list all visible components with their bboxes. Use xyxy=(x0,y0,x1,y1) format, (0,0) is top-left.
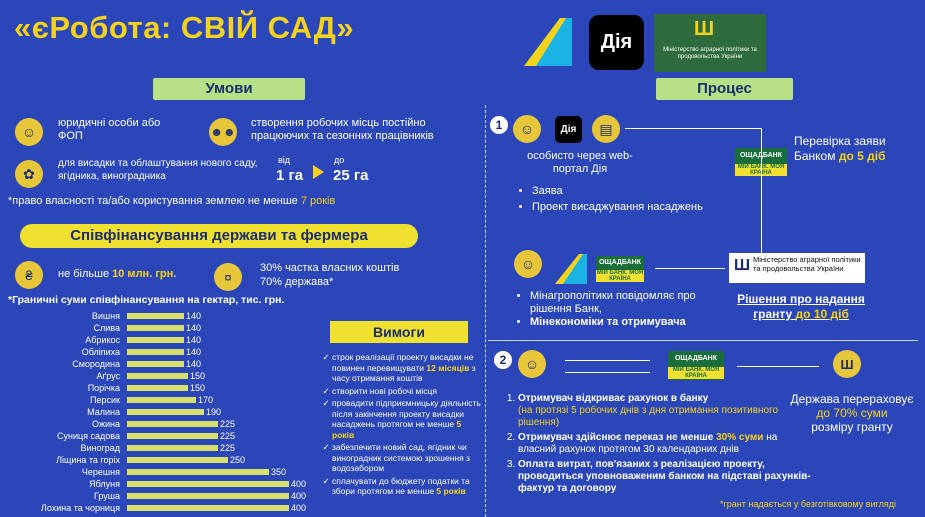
bar-value: 190 xyxy=(206,407,222,417)
bars-title: *Граничні суми співфінансування на гектар, тис. грн. xyxy=(8,294,285,306)
page-title: «єРобота: СВІЙ САД» xyxy=(14,10,355,45)
step2-item-2 xyxy=(518,432,818,456)
bar-label: Абрикос xyxy=(85,335,120,345)
requirement-text: створити нові робочі місця xyxy=(332,385,437,396)
bar-value: 350 xyxy=(271,467,287,477)
decision-days: до 10 діб xyxy=(795,307,849,321)
bank-check-text xyxy=(794,134,919,164)
bar-label: Груша xyxy=(94,491,120,501)
grant-footnote: *грант надається у безготівковому вигляді xyxy=(720,499,896,509)
area-to-value: 25 га xyxy=(333,167,369,184)
flow-arrow-left xyxy=(655,268,725,269)
money-icon: ₴ xyxy=(15,261,43,289)
bar-value: 140 xyxy=(186,311,202,321)
bar-value: 250 xyxy=(230,455,246,465)
doc-application: • Заява xyxy=(532,183,703,199)
planting-text: для висадки та облаштування нового саду, ягідника, виноградника xyxy=(58,158,258,182)
ministry-logo xyxy=(654,14,766,72)
step2-item-2-text: Отримувач здійснює переказ не менше xyxy=(518,432,717,443)
area-from-label: від xyxy=(278,155,291,165)
step2-item-1-note: (на протязі 5 робочих днів з дня отримання позитивного рішення) xyxy=(518,405,779,428)
bar-row xyxy=(0,406,330,418)
bar-value: 140 xyxy=(186,347,202,357)
requirement-text: забезпечити новий сад, ягідник чи виноградник системою зрошення з водозабором xyxy=(332,442,470,473)
arrow-state-bank xyxy=(737,366,819,367)
max-amount-text: не більше xyxy=(58,268,113,280)
area-to-label: до xyxy=(334,155,345,165)
bar-label: Ліщина та горіх xyxy=(56,455,120,465)
oschadbank-logo-2: ОЩАДБАНК МІЙ БАНК. МОЯ КРАЇНА xyxy=(596,256,644,281)
bar-value: 150 xyxy=(190,383,206,393)
bank-check-label: Перевірка заяви Банком xyxy=(794,134,886,163)
bar-label: Слива xyxy=(93,323,120,333)
bar xyxy=(127,457,228,463)
flow-arrow-2 xyxy=(761,128,762,253)
bar xyxy=(127,481,289,487)
bar-label: Обліпиха xyxy=(81,347,120,357)
applicant-icon: ☺ xyxy=(513,115,541,143)
portal-text: особисто через web-портал Дія xyxy=(527,150,633,175)
bar-value: 140 xyxy=(186,323,202,333)
cofinancing-header: Співфінансування держави та фермера xyxy=(20,224,418,248)
bar-label: Аґрус xyxy=(96,371,120,381)
bar-value: 140 xyxy=(186,335,202,345)
bar-label: Лохина та чорниця xyxy=(40,503,120,513)
bar-label: Вишня xyxy=(91,311,120,321)
requirement-item xyxy=(332,386,484,397)
plant-icon: ✿ xyxy=(15,160,43,188)
max-amount xyxy=(58,268,176,281)
diia-logo-text: Дія xyxy=(600,31,633,53)
bar-row xyxy=(0,502,330,514)
arrow-from-bank xyxy=(565,372,650,373)
bank-check-days: до 5 діб xyxy=(838,149,886,163)
diia-logo xyxy=(589,15,644,70)
land-note-highlight: 7 років xyxy=(300,195,336,207)
max-amount-value: 10 млн. грн. xyxy=(112,268,177,280)
bar-value: 225 xyxy=(220,431,236,441)
step-2-badge: 2 xyxy=(494,351,512,369)
step2-item-3-text: Оплата витрат, пов'язаних з реалізацією проекту, проводиться уповноваженим банком на підставі рахунків-фактур та договору xyxy=(518,459,811,494)
step2-list xyxy=(500,393,818,495)
bar-label: Яблуня xyxy=(89,479,120,489)
bar xyxy=(127,409,204,415)
flow-arrow-1 xyxy=(625,128,761,129)
column-divider xyxy=(485,105,486,517)
step2-item-1 xyxy=(518,393,818,429)
bar xyxy=(127,493,289,499)
notify-list xyxy=(516,290,730,329)
cofinancing-bar-chart xyxy=(0,310,330,517)
decision-text xyxy=(735,292,867,322)
decision-label: Рішення про надання гранту xyxy=(737,292,865,321)
requirement-text: провадити підприємницьку діяльність після закінчення проекту висадки насаджень протягом не менше xyxy=(332,398,481,429)
bar-row xyxy=(0,418,330,430)
requirement-highlight: 5 років xyxy=(332,419,462,440)
step2-item-3 xyxy=(518,459,818,495)
bar xyxy=(127,469,269,475)
bar-row xyxy=(0,322,330,334)
bar xyxy=(127,433,218,439)
bar xyxy=(127,361,184,367)
diia-small-icon: Дія xyxy=(555,116,582,143)
requirement-text: сплачувати до бюджету податки та збори протягом не менше xyxy=(332,475,470,496)
own-share-text: 30% частка власних коштів xyxy=(260,262,400,274)
bar-value: 400 xyxy=(291,491,307,501)
bar-label: Порічка xyxy=(87,383,120,393)
bar-label: Черешня xyxy=(81,467,120,477)
bar-label: Малина xyxy=(87,407,120,417)
coins-icon: ¤ xyxy=(214,263,242,291)
requirement-item xyxy=(332,442,484,474)
step-1-badge: 1 xyxy=(490,116,508,134)
bar-row xyxy=(0,382,330,394)
bar-row xyxy=(0,490,330,502)
document-icon: ▤ xyxy=(592,115,620,143)
process-header: Процес xyxy=(656,78,793,100)
bar-row xyxy=(0,454,330,466)
land-note-text: *право власності та/або користування землею не менше xyxy=(8,195,301,207)
state-emblem-icon: Ш xyxy=(833,350,861,378)
state-transfer-highlight: до 70% суми xyxy=(816,406,888,420)
step2-item-2-tail: на власний рахунок протягом 30 календарних днів xyxy=(518,432,778,455)
trident-small-icon: Ш xyxy=(734,257,751,274)
state-transfer-label: Держава перераховує xyxy=(790,392,914,406)
bar-row xyxy=(0,430,330,442)
application-docs xyxy=(518,183,703,215)
ministry-small-text: Міністерство аграрної політики та продовольства України xyxy=(753,255,861,273)
ministry-person-icon: ☺ xyxy=(514,250,542,278)
bar-value: 170 xyxy=(198,395,214,405)
section-divider xyxy=(488,340,918,341)
bar-row xyxy=(0,358,330,370)
bar-label: Смородина xyxy=(72,359,120,369)
bar-row xyxy=(0,478,330,490)
bar-label: Ожина xyxy=(91,419,120,429)
bar-row xyxy=(0,346,330,358)
bar xyxy=(127,421,218,427)
bar-row xyxy=(0,370,330,382)
requirement-item xyxy=(332,398,484,440)
requirement-text: строк реалізації проекту висадки не повинен перевищувати xyxy=(332,352,474,373)
state-share-text: 70% держава* xyxy=(260,276,334,288)
requirement-item xyxy=(332,352,484,384)
bar xyxy=(127,337,184,343)
bar-label: Виноград xyxy=(80,443,120,453)
bar-label: Суниця садова xyxy=(57,431,120,441)
bar-value: 225 xyxy=(220,419,236,429)
oschadbank-logo-3: ОЩАДБАНК МІЙ БАНК. МОЯ КРАЇНА xyxy=(668,351,724,380)
bar xyxy=(127,349,184,355)
bar-value: 225 xyxy=(220,443,236,453)
bar-value: 140 xyxy=(186,359,202,369)
notify-line-2: • Мінекономіки та отримувача xyxy=(530,316,730,329)
step2-item-2-highlight: 30% суми xyxy=(716,432,764,443)
oschadbank-logo-1: ОЩАДБАНК МІЙ БАНК. МОЯ КРАЇНА xyxy=(735,148,787,176)
bar-value: 150 xyxy=(190,371,206,381)
requirement-tail: з часу отримання коштів xyxy=(332,362,476,383)
bar xyxy=(127,325,184,331)
bar-row xyxy=(0,310,330,322)
bar xyxy=(127,313,184,319)
bar xyxy=(127,385,188,391)
arrow-right-icon xyxy=(313,165,324,179)
requirement-item xyxy=(332,476,484,497)
requirements-header: Вимоги xyxy=(330,321,468,343)
bar-row xyxy=(0,466,330,478)
bar-row xyxy=(0,394,330,406)
ministry-logo-text: Міністерство аграрної політики та продовольства України xyxy=(663,47,757,60)
ukraine-logo xyxy=(520,12,576,70)
ukraine-small-logo xyxy=(553,250,589,286)
recipient-icon: ☺ xyxy=(518,350,546,378)
bar xyxy=(127,445,218,451)
step2-item-1-text: Отримувач відкриває рахунок в банку xyxy=(518,393,709,404)
bar-label: Персик xyxy=(90,395,120,405)
state-transfer-tail: розміру гранту xyxy=(811,420,893,434)
arrow-to-bank xyxy=(565,360,650,361)
ministry-small-logo xyxy=(729,253,865,283)
notify-line-1: • Мінагрополітики повідомляє про рішення Банк, xyxy=(530,290,730,316)
state-transfer xyxy=(786,392,918,434)
legal-entities-text: юридичні особи або ФОП xyxy=(58,117,161,142)
bar-row xyxy=(0,334,330,346)
requirements-list xyxy=(320,352,484,499)
requirement-highlight: 12 місяців xyxy=(426,362,470,373)
bar-value: 400 xyxy=(291,503,307,513)
farmer-icon: ☺ xyxy=(15,118,43,146)
requirement-highlight: 5 років xyxy=(436,486,466,496)
area-from-value: 1 га xyxy=(276,167,304,184)
bar-row xyxy=(0,442,330,454)
trident-icon: Ш xyxy=(694,18,715,40)
land-note xyxy=(8,195,478,208)
bar xyxy=(127,397,196,403)
jobs-text: створення робочих місць постійно працюючих та сезонних працівників xyxy=(251,117,434,142)
bar xyxy=(127,373,188,379)
conditions-header: Умови xyxy=(153,78,305,100)
workers-icon: ☻☻ xyxy=(209,118,237,146)
bar xyxy=(127,505,289,511)
doc-project: • Проект висаджування насаджень xyxy=(532,199,703,215)
bar-value: 400 xyxy=(291,479,307,489)
